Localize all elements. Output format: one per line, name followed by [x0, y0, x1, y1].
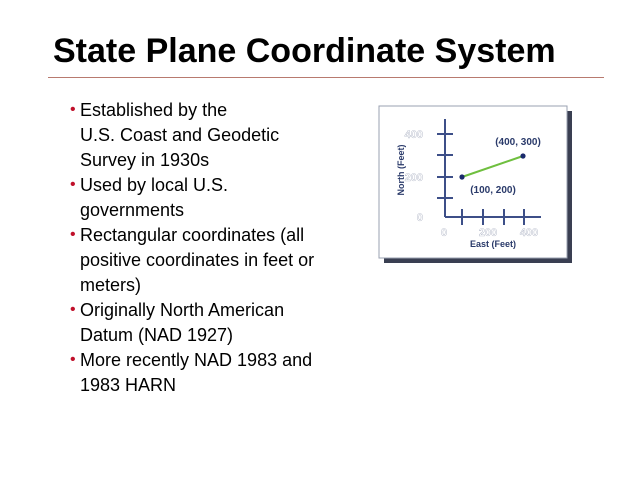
bullet-list [70, 98, 370, 398]
point-label: (100, 200) [470, 185, 516, 196]
bullet-line: U.S. Coast and Geodetic [80, 125, 280, 145]
bullet-item [70, 223, 370, 298]
bullet-line: Survey in 1930s [80, 150, 210, 170]
x-axis-title: East (Feet) [469, 239, 517, 249]
x-tick-label: 0 [440, 227, 448, 239]
bullet-line: meters) [80, 275, 142, 295]
bullet-item [70, 98, 370, 173]
point-100-200 [459, 174, 464, 179]
bullet-line: positive coordinates in feet or [80, 250, 315, 270]
point-label: (400, 300) [495, 137, 541, 148]
bullet-line: 1983 HARN [80, 375, 177, 395]
bullet-line: Used by local U.S. [80, 175, 229, 195]
x-tick-label: 400 [519, 227, 539, 239]
x-tick-label: 200 [478, 227, 498, 239]
bullet-dot-icon: • [70, 226, 76, 243]
y-tick-label: 200 [404, 172, 423, 184]
bullet-dot-icon: • [70, 101, 76, 118]
bullet-line: Datum (NAD 1927) [80, 325, 234, 345]
bullet-line: governments [80, 200, 185, 220]
bullet-dot-icon: • [70, 176, 76, 193]
bullet-dot-icon: • [70, 351, 76, 368]
bullet-line: Originally North American [80, 300, 285, 320]
slide-title: State Plane Coordinate System [53, 32, 556, 70]
bullet-item [70, 298, 370, 348]
point-400-300 [520, 153, 525, 158]
coordinate-figure-svg [378, 105, 574, 265]
y-tick-label: 400 [404, 129, 423, 141]
title-divider [48, 77, 604, 78]
bullet-line: More recently NAD 1983 and [80, 350, 313, 370]
bullet-line: Rectangular coordinates (all [80, 225, 305, 245]
coordinate-figure [378, 105, 574, 270]
bullet-item [70, 348, 370, 398]
bullet-item [70, 173, 370, 223]
bullet-dot-icon: • [70, 301, 76, 318]
bullet-line: Established by the [80, 100, 228, 120]
y-axis-title: North (Feet) [396, 144, 406, 196]
y-tick-label: 0 [416, 212, 423, 224]
